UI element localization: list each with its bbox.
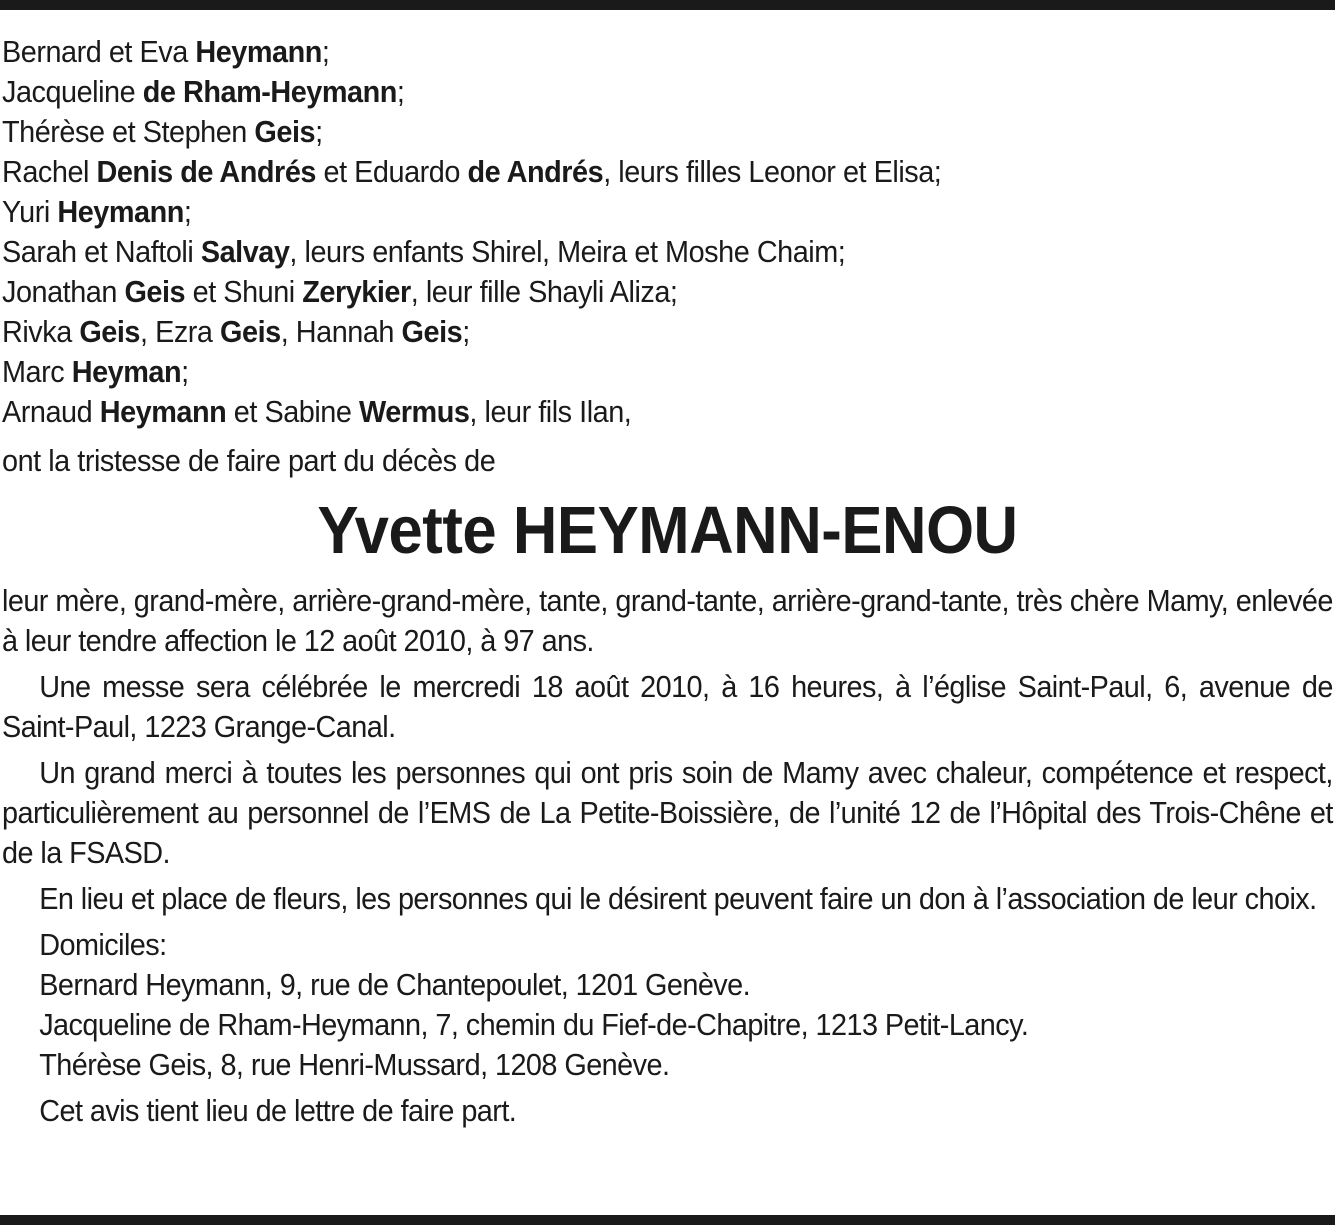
family-line: Sarah et Naftoli Salvay, leurs enfants Shirel, Meira et Moshe Chaim;: [2, 234, 846, 269]
announcement-intro: ont la tristesse de faire part du décès de: [2, 443, 496, 478]
domicile-address: Jacqueline de Rham-Heymann, 7, chemin du Fief-de-Chapitre, 1213 Petit-Lancy.: [39, 1007, 1029, 1042]
flowers-paragraph: En lieu et place de fleurs, les personnes qui le désirent peuvent faire un don à l’association de leur choix.: [39, 881, 1317, 916]
bottom-rule: [0, 1215, 1335, 1225]
family-list: [2, 32, 1333, 432]
family-line: Jonathan Geis et Shuni Zerykier, leur fille Shayli Aliza;: [2, 274, 678, 309]
obituary-notice: [2, 32, 1333, 1131]
family-line: Thérèse et Stephen Geis;: [2, 114, 323, 149]
family-line: Yuri Heymann;: [2, 194, 192, 229]
family-line: Jacqueline de Rham-Heymann;: [2, 74, 405, 109]
family-line: Rachel Denis de Andrés et Eduardo de Andrés, leurs filles Leonor et Elisa;: [2, 154, 942, 189]
family-line: Marc Heyman;: [2, 354, 189, 389]
mass-paragraph: Une messe sera célébrée le mercredi 18 août 2010, à 16 heures, à l’église Saint-Paul, 6, avenue de Saint-Paul, 1223 Grange-Canal.: [2, 669, 1333, 744]
family-line: Arnaud Heymann et Sabine Wermus, leur fils Ilan,: [2, 394, 632, 429]
thanks-paragraph: Un grand merci à toutes les personnes qui ont pris soin de Mamy avec chaleur, compétence et respect, particulièrement au personnel de l’EMS de La Petite-Boissière, de l’unité 12 de l’Hôpital des Trois-Chêne et de la FSASD.: [2, 755, 1333, 870]
family-line: Bernard et Eva Heymann;: [2, 34, 330, 69]
domicile-address: Bernard Heymann, 9, rue de Chantepoulet, 1201 Genève.: [39, 967, 751, 1002]
deceased-name: Yvette HEYMANN-ENOU: [317, 493, 1018, 568]
domiciles-block: [2, 925, 1335, 1085]
relation-paragraph: leur mère, grand-mère, arrière-grand-mère, tante, grand-tante, arrière-grand-tante, très chère Mamy, enlevée à leur tendre affection le 12 août 2010, à 97 ans.: [2, 583, 1333, 658]
domiciles-label: Domiciles:: [39, 927, 167, 962]
domicile-address: Thérèse Geis, 8, rue Henri-Mussard, 1208 Genève.: [39, 1047, 670, 1082]
family-line: Rivka Geis, Ezra Geis, Hannah Geis;: [2, 314, 470, 349]
closing-note: Cet avis tient lieu de lettre de faire part.: [39, 1093, 517, 1128]
top-rule: [0, 0, 1335, 10]
